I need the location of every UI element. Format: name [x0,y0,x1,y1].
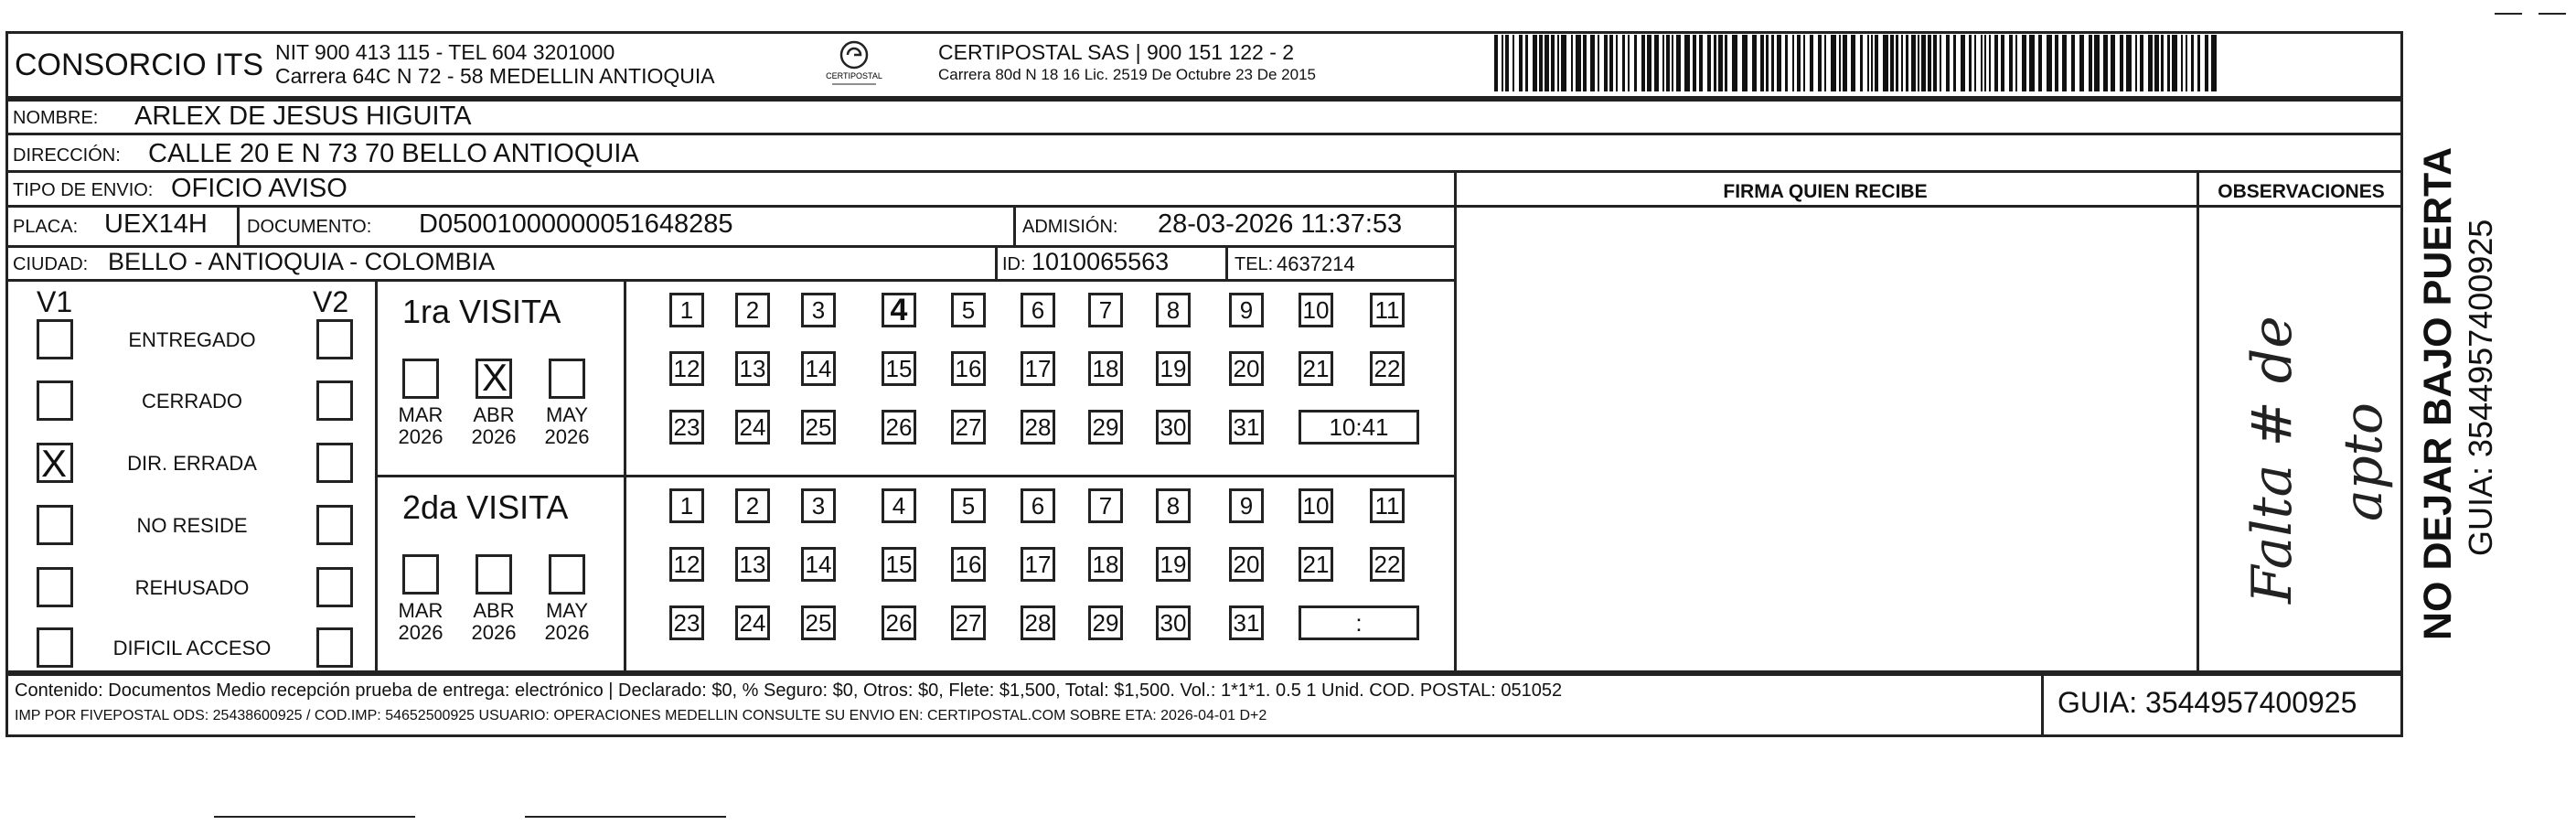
barcode-bar [1792,35,1794,91]
status-option-label: DIR. ERRADA [127,452,257,475]
barcode-bar [2161,35,2164,91]
status-option-label: ENTREGADO [128,328,256,351]
barcode-bar [1911,35,1916,91]
barcode-bar [1545,35,1549,91]
recipient-name: ARLEX DE JESUS HIGUITA [134,102,472,131]
observations-header: OBSERVACIONES [2218,181,2385,202]
barcode-bar [1561,35,1566,91]
visit-month-checkbox[interactable] [549,554,585,595]
barcode-bar [1890,35,1894,91]
svg-text:CERTIPOSTAL: CERTIPOSTAL [826,71,882,80]
month-year: 2026 [398,621,444,644]
barcode-bar [1732,35,1737,91]
barcode-bar [1571,35,1573,91]
visit-day-box[interactable]: 11 [1370,293,1405,327]
barcode-bar [2186,35,2187,91]
visit-day-box[interactable]: 2 [735,293,770,327]
footer-divider [2041,673,2044,737]
cell-line [995,245,998,279]
v2-checkbox[interactable] [316,319,353,359]
visit-day-box[interactable]: 21 [1299,547,1333,582]
barcode-bar [1946,35,1950,91]
visit-day-box[interactable]: 5 [951,488,986,523]
cell-line [1013,205,1016,245]
v2-checkbox[interactable] [316,627,353,668]
barcode-bar [1525,35,1528,91]
barcode-bar [1628,35,1630,91]
barcode-bar [1604,35,1608,91]
barcode-bar [1533,35,1537,91]
row-line [5,279,1456,282]
barcode-bar [1676,35,1681,91]
id-label: ID: [1002,254,1026,274]
visit-day-box[interactable]: 1 [669,488,704,523]
month-name: MAY [545,599,589,622]
visit-time-box[interactable]: : [1299,605,1419,640]
visit-day-box[interactable]: 7 [1088,293,1123,327]
visit-day-box[interactable]: 23 [669,410,704,445]
month-name: ABR [473,403,515,426]
barcode-bar [1871,35,1873,91]
barcode-bar [1921,35,1926,91]
visit-day-box[interactable]: 25 [801,605,836,640]
visit-day-box[interactable]: 1 [669,293,704,327]
barcode-bar [2047,35,2052,91]
barcode-bar [1512,35,1514,91]
document-value: D05001000000051648285 [419,209,733,239]
barcode-bar [1797,35,1801,91]
visit-day-box[interactable]: 2 [735,488,770,523]
visit-month-label [536,600,598,644]
v2-checkbox[interactable] [316,567,353,607]
barcode-bar [2038,35,2042,91]
month-year: 2026 [471,621,517,644]
bottom-line [525,816,726,818]
barcode-bar [1583,35,1587,91]
barcode-bar [1672,35,1673,91]
observation-handwritten-note: Falta # de apto [2240,316,2394,604]
visit-day-box[interactable]: 6 [1021,488,1055,523]
visit-day-box[interactable]: 20 [1229,351,1264,386]
visit-day-box[interactable]: 26 [882,605,916,640]
visit-day-box[interactable]: 7 [1088,488,1123,523]
imp-line: IMP POR FIVEPOSTAL ODS: 25438600925 / COD.IMP: 54652500925 USUARIO: OPERACIONES MEDELLIN CONSULTE SU ENVIO EN: CERTIPOSTAL.COM SOBRE ETA: 2026-04-01 D+2 [15,708,1267,723]
city-label: CIUDAD: [13,254,89,274]
visit-day-box[interactable]: 19 [1156,351,1191,386]
visit-day-box[interactable]: 13 [735,547,770,582]
barcode-bar [2062,35,2067,91]
row-line [5,133,2403,135]
barcode-bar [2205,35,2208,91]
visit-month-checkbox[interactable] [402,359,439,399]
visit-day-box[interactable]: 17 [1021,351,1055,386]
barcode-bar [1707,35,1711,91]
visit-day-box[interactable]: 17 [1021,547,1055,582]
cell-line [237,205,240,245]
v1-checkbox[interactable] [37,505,73,545]
barcode-bar [1641,35,1645,91]
barcode-bar [1940,35,1941,91]
barcode-bar [1860,35,1863,91]
tel-label: TEL: [1235,254,1274,274]
visit-day-box[interactable]: 10 [1299,488,1333,523]
barcode-bar [1654,35,1659,91]
tel-value: 4637214 [1277,252,1355,275]
visit-day-box[interactable]: 20 [1229,547,1264,582]
visit-day-box[interactable]: 19 [1156,547,1191,582]
barcode-bar [1662,35,1664,91]
visit-day-box[interactable]: 24 [735,605,770,640]
barcode-bar [1989,35,1991,91]
visit-day-box[interactable]: 9 [1229,488,1264,523]
visit-day-box[interactable]: 10 [1299,293,1333,327]
barcode-bar [1961,35,1965,91]
barcode-bar [1777,35,1781,91]
barcode-bar [2167,35,2170,91]
visit-title: 2da VISITA [402,488,569,526]
v2-checkbox[interactable] [316,380,353,421]
barcode-bar [2094,35,2100,91]
barcode-bar [1760,35,1764,91]
visit-month-label [390,404,452,448]
document-label: DOCUMENTO: [247,217,372,237]
visit-day-box[interactable]: 5 [951,293,986,327]
company-address: Carrera 64C N 72 - 58 MEDELLIN ANTIOQUIA [275,64,715,88]
barcode-bar [2148,35,2153,91]
visit-day-box[interactable]: 23 [669,605,704,640]
barcode-bar [1699,35,1703,91]
admission-value: 28-03-2026 11:37:53 [1158,209,1403,239]
barcode-bar [1519,35,1523,91]
barcode-bar [1551,35,1555,91]
visit-day-box[interactable]: 15 [882,547,916,582]
barcode-bar [1851,35,1855,91]
barcode-bar [2172,35,2177,91]
shipment-type: OFICIO AVISO [171,174,347,203]
address-label: DIRECCIÓN: [13,145,121,166]
visit-time-box[interactable]: 10:41 [1299,410,1419,445]
barcode-bar [1725,35,1727,91]
barcode-bar [1714,35,1716,91]
barcode-bar [2015,35,2017,91]
bottom-line [214,816,415,818]
recipient-address: CALLE 20 E N 73 70 BELLO ANTIOQUIA [148,139,639,168]
v1-checkbox[interactable] [37,567,73,607]
barcode-bar [2055,35,2058,91]
visit-day-box[interactable]: 11 [1370,488,1405,523]
barcode-bar [1502,35,1503,91]
admission-label: ADMISIÓN: [1022,217,1118,237]
corner-mark [2539,13,2566,15]
barcode-bar [1883,35,1888,91]
barcode-bar [1766,35,1769,91]
visit-day-box[interactable]: 4 [882,293,916,327]
month-year: 2026 [544,425,590,448]
barcode-bar [1839,35,1841,91]
type-label: TIPO DE ENVIO: [13,180,154,200]
visit-day-box[interactable]: 25 [801,410,836,445]
visit-day-box[interactable]: 13 [735,351,770,386]
v1-label: V1 [37,285,73,318]
status-option-label: REHUSADO [134,576,250,599]
visit-day-box[interactable]: 28 [1021,410,1055,445]
barcode-bar [1752,35,1757,91]
month-name: MAR [398,599,444,622]
barcode-bar [1684,35,1690,91]
side-warning: NO DEJAR BAJO PUERTA [2416,146,2460,640]
certipostal-logo-icon [821,37,887,91]
barcode-bar [1994,35,1998,91]
cell-line [1225,245,1228,279]
barcode-bar [2154,35,2159,91]
barcode-bar [1785,35,1788,91]
visit-day-box[interactable]: 24 [735,410,770,445]
visit-month-label [463,404,525,448]
visit-day-box[interactable]: 31 [1229,605,1264,640]
plate-label: PLACA: [13,217,79,237]
barcode-bar [1928,35,1931,91]
barcode-bar [2009,35,2013,91]
visit-day-box[interactable]: 30 [1156,410,1191,445]
barcode-bar [1494,35,1498,91]
barcode-bar [1810,35,1813,91]
barcode-bar [1539,35,1543,91]
visit-day-box[interactable]: 30 [1156,605,1191,640]
barcode-bar [2071,35,2075,91]
visit-day-box[interactable]: 6 [1021,293,1055,327]
barcode-bar [1693,35,1696,91]
side-guide: GUIA: 3544957400925 [2462,219,2499,556]
column-line [2197,170,2199,673]
month-year: 2026 [398,425,444,448]
visit-day-box[interactable]: 12 [669,547,704,582]
plate-value: UEX14H [104,209,208,239]
visit-day-box[interactable]: 27 [951,410,986,445]
visit-day-box[interactable]: 9 [1229,293,1264,327]
name-label: NOMBRE: [13,108,99,128]
section-line [375,475,1456,477]
v1-mark: X [41,442,68,485]
footer-guide: GUIA: 3544957400925 [2058,686,2357,719]
barcode-bar [1824,35,1826,91]
barcode-bar [2211,35,2217,91]
barcode-bar [1634,35,1637,91]
barcode-bar [2191,35,2194,91]
barcode-bar [2079,35,2084,91]
barcode-bar [1843,35,1847,91]
visit-day-box[interactable]: 8 [1156,293,1191,327]
barcode-bar [1969,35,1972,91]
v1-checkbox[interactable] [37,319,73,359]
visit-day-box[interactable]: 22 [1370,351,1405,386]
barcode-bar [1803,35,1805,91]
barcode-bar [2103,35,2108,91]
barcode-bar [2022,35,2026,91]
city-value: BELLO - ANTIOQUIA - COLOMBIA [108,248,496,275]
row-line [5,170,2403,173]
visit-title: 1ra VISITA [402,293,561,330]
visit-day-box[interactable]: 15 [882,351,916,386]
barcode-bar [1609,35,1613,91]
visit-day-box[interactable]: 29 [1088,605,1123,640]
status-option-label: CERRADO [141,390,242,412]
visit-day-box[interactable]: 26 [882,410,916,445]
month-mark: X [482,356,508,399]
barcode-bar [1953,35,1956,91]
visit-month-checkbox[interactable] [549,359,585,399]
barcode-bar [2181,35,2183,91]
v1-checkbox[interactable] [37,443,73,483]
month-year: 2026 [471,425,517,448]
barcode-bar [1896,35,1898,91]
column-line [1454,170,1457,673]
visit-month-label [536,404,598,448]
visit-day-box[interactable]: 4 [882,488,916,523]
visit-day-box[interactable]: 14 [801,351,836,386]
barcode-bar [2111,35,2115,91]
visit-day-box[interactable]: 18 [1088,351,1123,386]
barcode-bar [1918,35,1919,91]
visit-month-checkbox[interactable] [402,554,439,595]
visit-day-box[interactable]: 31 [1229,410,1264,445]
visit-day-box[interactable]: 27 [951,605,986,640]
barcode-bar [1647,35,1651,91]
barcode-bar [1906,35,1908,91]
v2-checkbox[interactable] [316,443,353,483]
visit-day-box[interactable]: 18 [1088,547,1123,582]
status-option-label: DIFICIL ACCESO [112,637,272,659]
visit-day-box[interactable]: 21 [1299,351,1333,386]
barcode-bar [1831,35,1836,91]
v1-checkbox[interactable] [37,380,73,421]
barcode-bar [1818,35,1822,91]
barcode-bar [1742,35,1748,91]
visit-day-box[interactable]: 29 [1088,410,1123,445]
barcode-bar [2001,35,2004,91]
barcode-bar [1974,35,1976,91]
barcode-bar [1901,35,1903,91]
barcode-bar [1981,35,1983,91]
barcode-bar [1933,35,1937,91]
visit-month-checkbox[interactable] [476,554,512,595]
visit-month-checkbox[interactable] [476,356,512,399]
barcode-bar [1576,35,1581,91]
barcode-bar [2135,35,2137,91]
barcode-bar [2126,35,2132,91]
barcode-bar [2029,35,2035,91]
barcode-bar [1666,35,1670,91]
visit-day-box[interactable]: 3 [801,488,836,523]
barcode-bar [1718,35,1723,91]
barcode-bar [1867,35,1869,91]
barcode-bar [1505,35,1509,91]
corner-mark [2495,13,2522,15]
company-name: CONSORCIO ITS [15,48,264,82]
visit-day-box[interactable]: 8 [1156,488,1191,523]
visit-day-box[interactable]: 3 [801,293,836,327]
visit-day-box[interactable]: 14 [801,547,836,582]
barcode-bar [1616,35,1618,91]
barcode-bar [1771,35,1774,91]
barcode-bar [1875,35,1878,91]
month-year: 2026 [544,621,590,644]
visit-month-label [463,600,525,644]
v2-checkbox[interactable] [316,505,353,545]
v2-label: V2 [313,285,349,318]
id-value: 1010065563 [1031,248,1170,275]
barcode-bar [2197,35,2200,91]
month-name: ABR [473,599,515,622]
barcode-bar [1984,35,1986,91]
month-name: MAY [545,403,589,426]
barcode-bar [1598,35,1599,91]
signature-header: FIRMA QUIEN RECIBE [1723,181,1928,202]
visit-day-box[interactable]: 16 [951,547,986,582]
v1-checkbox[interactable] [37,627,73,668]
barcode-bar [2089,35,2092,91]
barcode-bar [2120,35,2123,91]
row-line [5,205,2403,208]
visit-day-box[interactable]: 16 [951,351,986,386]
visit-month-label [390,600,452,644]
courier-line: CERTIPOSTAL SAS | 900 151 122 - 2 [938,40,1295,64]
barcode-bar [2140,35,2143,91]
content-line: Contenido: Documentos Medio recepción prueba de entrega: electrónico | Declarado: $0, % Seguro: $0, Otros: $0, Flete: $1,500, Total: $1,500. Vol.: 1*1*1. 0.5 1 Unid. COD. POSTAL: 051052 [15,680,1563,701]
status-option-label: NO RESIDE [136,514,248,537]
courier-address: Carrera 80d N 18 16 Lic. 2519 De Octubre 23 De 2015 [938,66,1316,83]
month-name: MAR [398,403,444,426]
barcode-bar [1557,35,1559,91]
barcode-bar [1590,35,1595,91]
visit-day-box[interactable]: 28 [1021,605,1055,640]
visit-day-box[interactable]: 22 [1370,547,1405,582]
visit-day-box[interactable]: 12 [669,351,704,386]
nit-line: NIT 900 413 115 - TEL 604 3201000 [275,40,615,64]
barcode [1494,35,2220,91]
barcode-bar [1622,35,1625,91]
